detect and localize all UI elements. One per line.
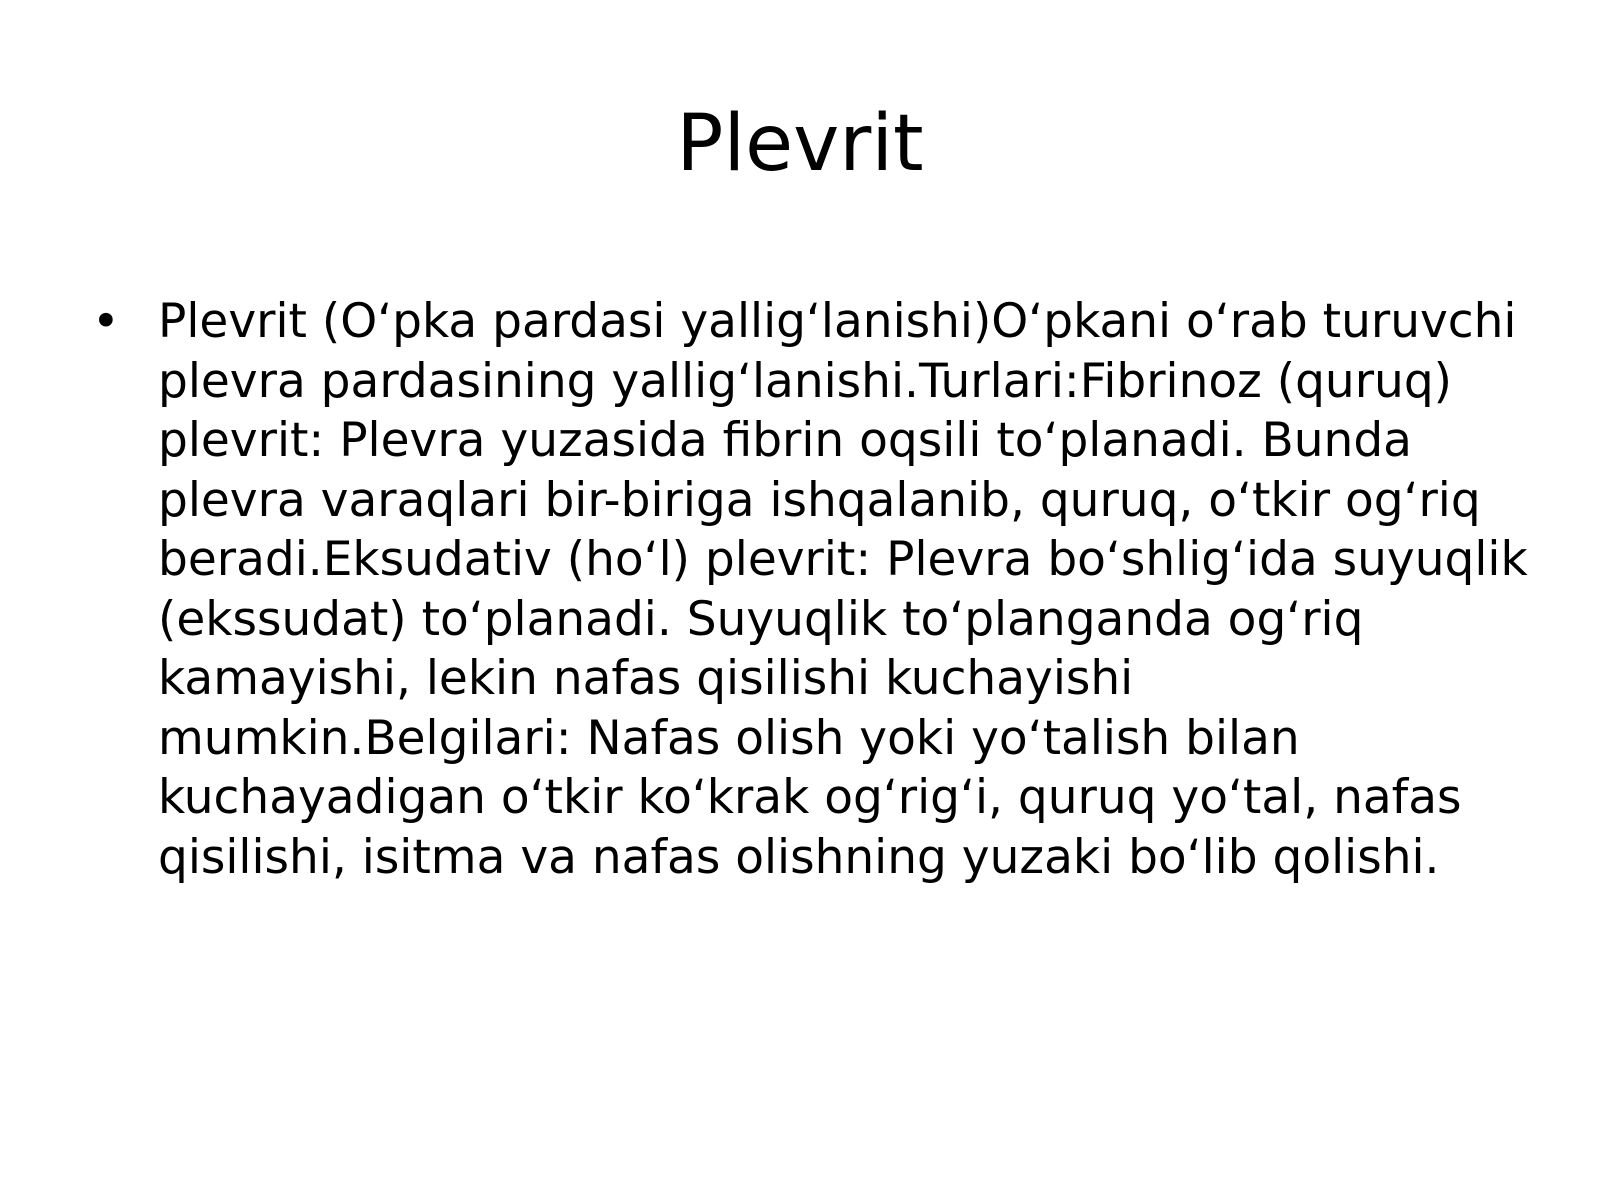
bullet-text: Plevrit (O‘pka pardasi yallig‘lanishi)O‘pkani o‘rab turuvchi plevra pardasining yallig‘lanishi.Turlari:Fibrinoz (quruq) plevrit: Plevra yuzasida fibrin oqsili to‘planadi. Bunda plevra varaqlari bir-biriga ishqalanib, quruq, o‘tkir og‘riq beradi.Eksudativ (ho‘l) plevrit: Plevra bo‘shlig‘ida suyuqlik (ekssudat) to‘planadi. Suyuqlik to‘planganda og‘riq kamayishi, lekin nafas qisilishi kuchayishi mumkin.Belgilari: Nafas olish yoki yo‘talish bilan kuchayadigan o‘tkir ko‘krak og‘rig‘i, quruq yo‘tal, nafas qisilishi, isitma va nafas olishning yuzaki bo‘lib qolishi.: [158, 294, 1528, 885]
slide-title: Plevrit: [676, 99, 924, 189]
bullet-item: [92, 292, 1532, 887]
bullet-list: [92, 292, 1532, 887]
bullet-marker: •: [92, 294, 120, 349]
